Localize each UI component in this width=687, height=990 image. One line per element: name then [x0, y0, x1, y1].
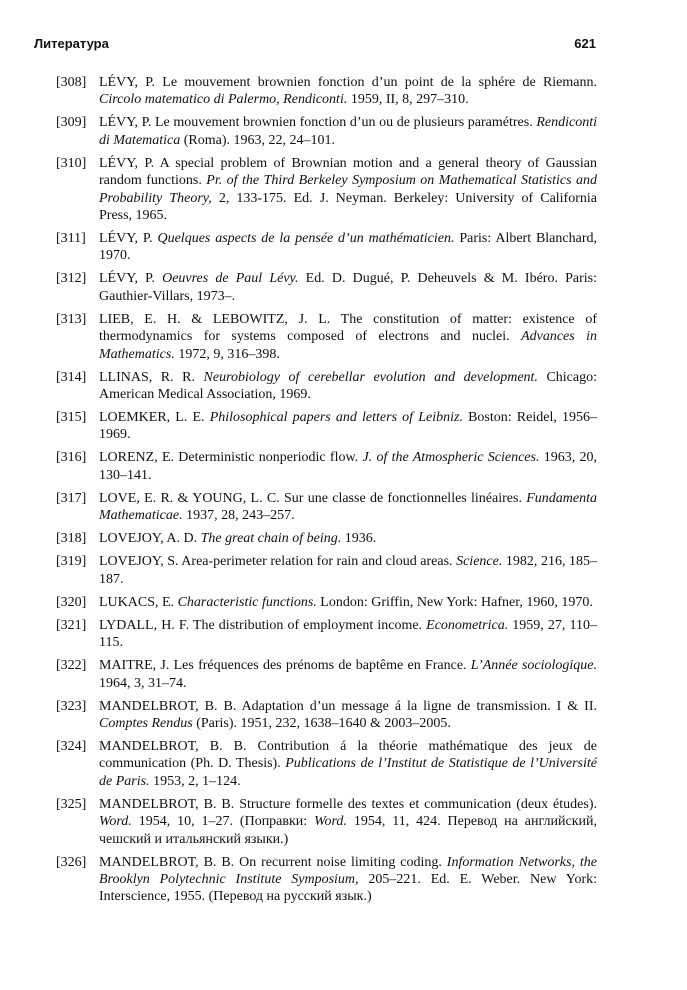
reference-list	[56, 74, 597, 911]
reference-number: [309]	[56, 115, 87, 131]
reference-source-italic: Philosophical papers and letters of Leibniz.	[209, 410, 463, 426]
reference-number: [315]	[56, 410, 87, 426]
reference-entry	[56, 114, 597, 149]
reference-text: 1954, 11, 424. Перевод на английский, чешский и итальянский языки.)	[99, 814, 598, 847]
reference-entry	[56, 594, 597, 611]
reference-text: 1954, 10, 1–27. (Поправки:	[131, 814, 315, 830]
reference-source-italic: Publications de l’Institut de Statistique de l’Université de Paris.	[99, 756, 597, 789]
reference-entry	[56, 155, 597, 225]
reference-number: [313]	[56, 311, 87, 327]
reference-text: London: Griffin, New York: Hafner, 1960, 1970.	[316, 594, 593, 610]
reference-text: 1959, II, 8, 297–310.	[347, 92, 469, 108]
reference-text: LOVE, E. R. & YOUNG, L. C. Sur une classe de fonctionnelles linéaires.	[99, 490, 527, 506]
reference-text: LÉVY, P.	[99, 231, 158, 247]
reference-entry	[56, 698, 597, 733]
reference-text: 1982, 216, 185–187.	[99, 554, 598, 587]
reference-text: MANDELBROT, B. B. Adaptation d’un message á la ligne de transmission. I & II.	[99, 698, 597, 714]
reference-text: (Paris). 1951, 232, 1638–1640 & 2003–2005.	[192, 715, 451, 731]
reference-source-italic: Word.	[99, 814, 132, 830]
reference-text: Paris: Albert Blanchard, 1970.	[99, 231, 597, 264]
reference-number: [322]	[56, 658, 87, 674]
reference-text: 1959, 27, 110–115.	[99, 617, 597, 651]
reference-source-italic: Circolo matematico di Palermo, Rendiconti.	[99, 92, 348, 108]
reference-entry	[56, 230, 597, 265]
reference-source-italic: J. of the Atmospheric Sciences.	[362, 450, 540, 466]
reference-source-italic: Word.	[314, 814, 347, 830]
reference-source-italic: L’Année sociologique.	[470, 658, 597, 674]
reference-entry	[56, 490, 597, 525]
reference-text: Ed. D. Dugué, P. Deheuvels & M. Ibéro. Paris: Gauthier-Villars, 1973–.	[99, 271, 597, 304]
reference-text: LÉVY, P. Le mouvement brownien fonction d’un point de la sphére de Riemann.	[99, 75, 597, 90]
reference-text: LÉVY, P. A special problem of Brownian motion and a general theory of Gaussian random functions.	[99, 155, 597, 189]
reference-text: LORENZ, E. Deterministic nonperiodic flow.	[99, 450, 363, 466]
reference-text: LÉVY, P. Le mouvement brownien fonction d’un ou de plusieurs paramétres.	[99, 115, 537, 131]
reference-number: [318]	[56, 531, 87, 547]
reference-source-italic: Comptes Rendus	[99, 715, 193, 731]
reference-entry	[56, 449, 597, 484]
reference-entry	[56, 738, 597, 790]
reference-source-italic: Neurobiology of cerebellar evolution and development.	[203, 369, 538, 385]
reference-entry	[56, 311, 597, 363]
reference-text: MAITRE, J. Les fréquences des prénoms de baptême en France.	[99, 658, 471, 674]
reference-text: 205–221. Ed. E. Weber. New York: Interscience, 1955. (Перевод на русский язык.)	[99, 871, 598, 905]
reference-entry	[56, 657, 597, 692]
reference-text: (Roma). 1963, 22, 24–101.	[180, 132, 336, 148]
reference-text: 1964, 3, 31–74.	[99, 675, 187, 691]
reference-text: 1972, 9, 316–398.	[174, 346, 280, 362]
reference-entry	[56, 530, 597, 547]
reference-source-italic: Rendiconti di Matematica	[99, 115, 597, 148]
reference-entry	[56, 617, 597, 652]
reference-text: 1953, 2, 1–124.	[149, 773, 241, 789]
reference-entry	[56, 369, 597, 404]
reference-number: [325]	[56, 796, 87, 812]
reference-number: [308]	[56, 75, 87, 90]
reference-number: [311]	[56, 231, 86, 247]
reference-text: LLINAS, R. R.	[99, 369, 204, 385]
reference-text: MANDELBROT, B. B. Contribution á la théorie mathématique des jeux de communication (Ph. D. Thesis).	[99, 738, 597, 772]
reference-entry	[56, 270, 597, 305]
reference-text: LOEMKER, L. E.	[99, 410, 210, 426]
reference-text: 1937, 28, 243–257.	[182, 508, 295, 524]
reference-source-italic: Econometrica.	[426, 617, 509, 633]
reference-entry	[56, 854, 597, 906]
reference-number: [317]	[56, 490, 87, 506]
reference-number: [310]	[56, 155, 87, 171]
reference-source-italic: Information Networks, the Brooklyn Polytechnic Institute Symposium,	[99, 854, 597, 887]
reference-text: MANDELBROT, B. B. On recurrent noise limiting coding.	[99, 854, 447, 870]
reference-number: [326]	[56, 854, 87, 870]
reference-text: LIEB, E. H. & LEBOWITZ, J. L. The constitution of matter: existence of thermodynamics for systems composed of electrons and nuclei.	[99, 311, 597, 345]
reference-text: Chicago: American Medical Association, 1969.	[99, 369, 597, 403]
reference-number: [323]	[56, 698, 87, 714]
reference-text: 1963, 20, 130–141.	[99, 450, 597, 483]
reference-entry	[56, 796, 597, 848]
reference-source-italic: Quelques aspects de la pensée d’un mathématicien.	[157, 231, 455, 247]
page-number: 621	[574, 36, 596, 51]
running-head	[34, 36, 596, 51]
reference-number: [312]	[56, 271, 87, 287]
reference-text: LYDALL, H. F. The distribution of employment income.	[99, 617, 427, 633]
reference-source-italic: Science.	[456, 554, 503, 570]
reference-text: 2, 133-175. Ed. J. Neyman. Berkeley: University of California Press, 1965.	[99, 190, 597, 224]
reference-source-italic: Characteristic functions.	[177, 594, 317, 610]
reference-number: [319]	[56, 554, 87, 570]
reference-text: Boston: Reidel, 1956–1969.	[99, 410, 598, 443]
reference-text: LÉVY, P.	[99, 271, 163, 287]
reference-number: [314]	[56, 369, 87, 385]
reference-source-italic: Pr. of the Third Berkeley Symposium on Mathematical Statistics and Probability Theory,	[99, 173, 597, 206]
reference-text: LOVEJOY, A. D.	[99, 531, 201, 547]
reference-source-italic: Fundamenta Mathematicae.	[99, 490, 597, 524]
reference-entry	[56, 409, 597, 444]
section-title: Литература	[34, 36, 109, 51]
reference-text: MANDELBROT, B. B. Structure formelle des textes et communication (deux études).	[99, 796, 597, 812]
reference-source-italic: The great chain of being.	[200, 531, 342, 547]
reference-text: LOVEJOY, S. Area-perimeter relation for rain and cloud areas.	[99, 554, 457, 570]
reference-source-italic: Advances in Mathematics.	[99, 329, 597, 362]
reference-number: [316]	[56, 450, 87, 466]
reference-number: [324]	[56, 738, 87, 754]
reference-entry	[56, 553, 597, 588]
reference-number: [320]	[56, 594, 87, 610]
reference-entry	[56, 74, 597, 109]
reference-number: [321]	[56, 617, 87, 633]
reference-source-italic: Oeuvres de Paul Lévy.	[162, 271, 299, 287]
reference-text: 1936.	[341, 531, 377, 547]
reference-text: LUKACS, E.	[99, 594, 178, 610]
